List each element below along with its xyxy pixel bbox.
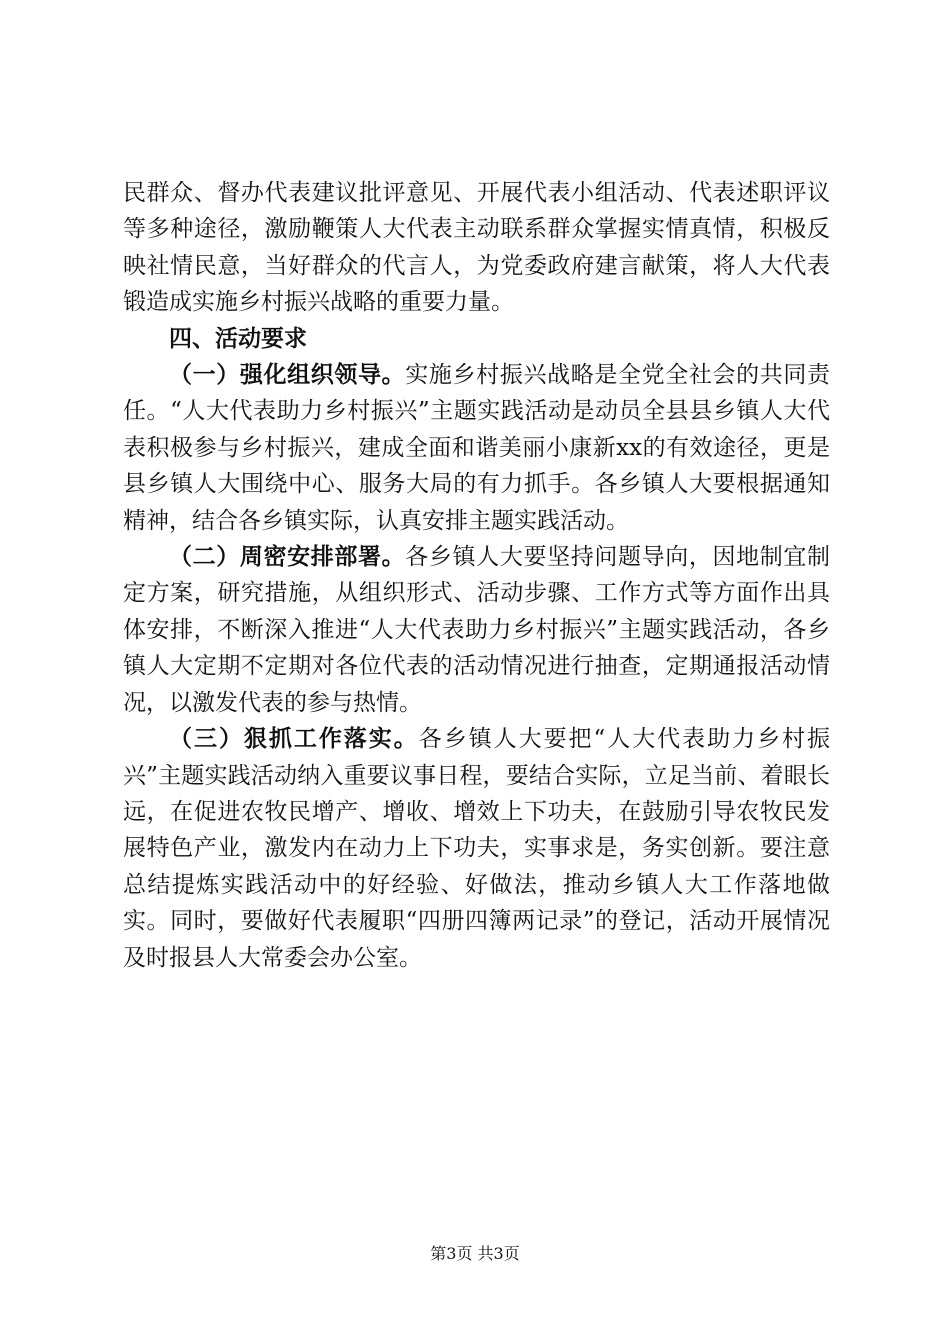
item-text-3: 各乡镇人大要把“人大代表助力乡村振兴”主题实践活动纳入重要议事日程，要结合实际，立足当前、着眼长远，在促进农牧民增产、增收、增效上下功夫，在鼓励引导农牧民发展特色产业，激发内在动力上下功夫，实事求是，务实创新。要注意总结提炼实践活动中的好经验、好做法，推动乡镇人大工作落地做实。同时，要做好代表履职“四册四簿两记录”的登记，活动开展情况及时报县人大常委会办公室。 bbox=[123, 726, 831, 971]
item-lead-2: （二）周密安排部署。 bbox=[169, 543, 406, 571]
item-lead-3: （三）狠抓工作落实。 bbox=[169, 725, 419, 753]
paragraph-continuation: 民群众、督办代表建议批评意见、开展代表小组活动、代表述职评议等多种途径，激励鞭策人大代表主动联系群众掌握实情真情，积极反映社情民意，当好群众的代言人，为党委政府建言献策，将人大代表锻造成实施乡村振兴战略的重要力量。 bbox=[123, 180, 830, 316]
section-heading: 四、活动要求 bbox=[169, 324, 307, 352]
item-paragraph-3 bbox=[123, 721, 830, 976]
page-footer bbox=[0, 1244, 950, 1264]
item-lead-1: （一）强化组织领导。 bbox=[169, 361, 406, 389]
item-text-2: 各乡镇人大要坚持问题导向，因地制宜制定方案，研究措施，从组织形式、活动步骤、工作方式等方面作出具体安排，不断深入推进“人大代表助力乡村振兴”主题实践活动，各乡镇人大定期不定期对各位代表的活动情况进行抽查，定期通报活动情况，以激发代表的参与热情。 bbox=[123, 544, 831, 716]
item-paragraph-1 bbox=[123, 357, 830, 539]
item-text-1: 实施乡村振兴战略是全党全社会的共同责任。“人大代表助力乡村振兴”主题实践活动是动员全县县乡镇人大代表积极参与乡村振兴，建成全面和谐美丽小康新xx的有效途径，更是县乡镇人大围绕中心、服务大局的有力抓手。各乡镇人大要根据通知精神，结合各乡镇实际，认真安排主题实践活动。 bbox=[123, 362, 831, 534]
page-number-label: 第3页 共3页 bbox=[430, 1244, 520, 1263]
item-paragraph-2 bbox=[123, 539, 830, 721]
document-body bbox=[123, 175, 830, 976]
